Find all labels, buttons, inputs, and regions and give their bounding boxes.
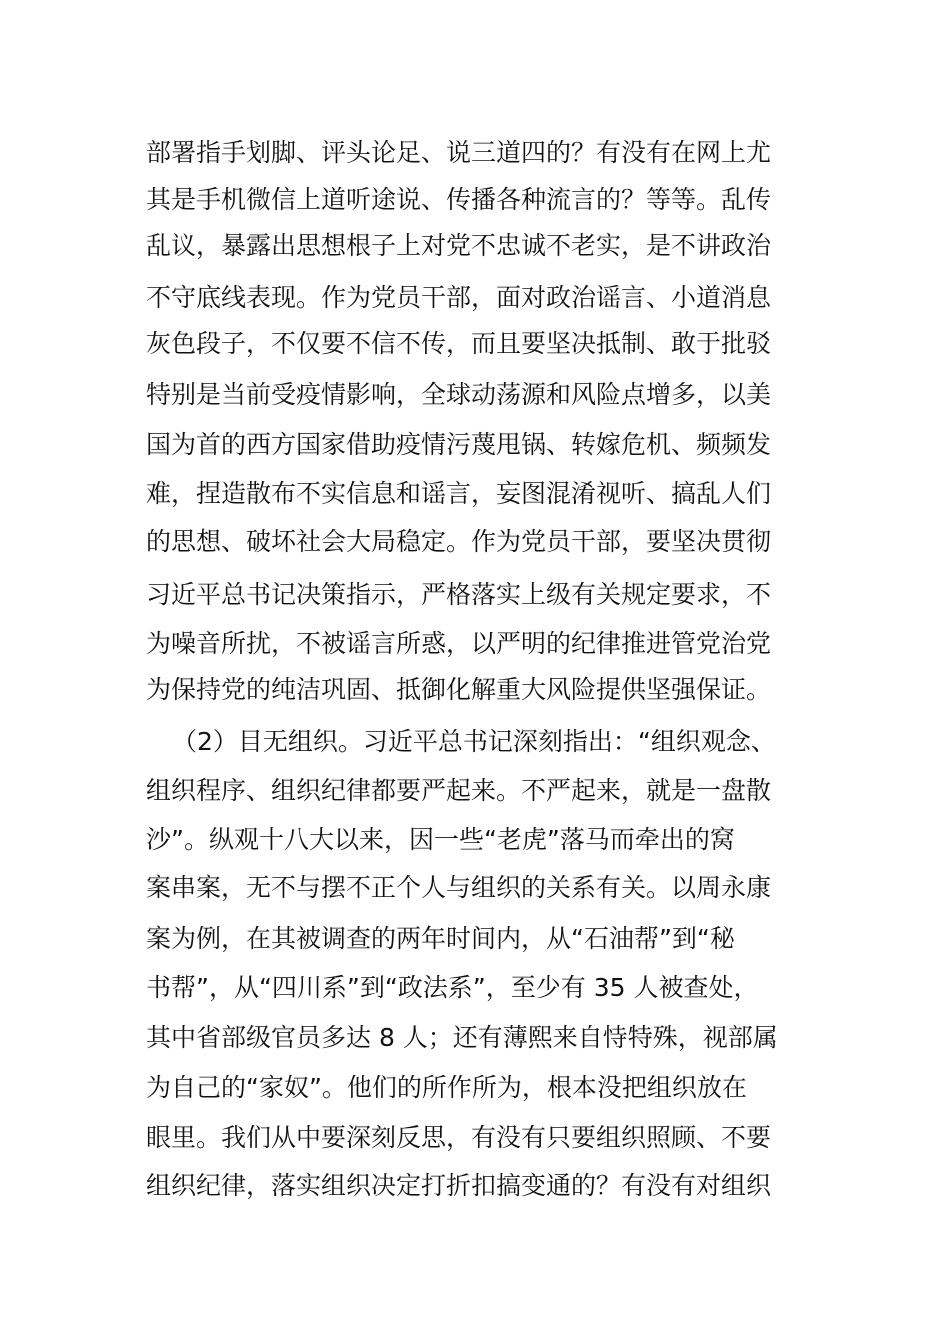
- text-line: 组织纪律，落实组织决定打折扣搞变通的？有没有对组织: [146, 1171, 772, 1200]
- text-line: 特别是当前受疫情影响，全球动荡源和风险点增多，以美: [146, 380, 772, 409]
- text-line: 案为例，在其被调查的两年时间内，从“石油帮”到“秘: [146, 924, 735, 953]
- text-line: 的思想、破坏社会大局稳定。作为党员干部，要坚决贯彻: [146, 527, 772, 556]
- text-line: 为保持党的纯洁巩固、抵御化解重大风险提供坚强保证。: [146, 675, 772, 704]
- text-line: 部署指手划脚、评头论足、说三道四的？有没有在网上尤: [146, 138, 772, 167]
- text-line: 为噪音所扰，不被谣言所惑，以严明的纪律推进管党治党: [146, 629, 772, 658]
- text-line-indented: （2）目无组织。习近平总书记深刻指出：“组织观念、: [172, 727, 776, 756]
- text-line: 沙”。纵观十八大以来，因一些“老虎”落马而牵出的窝: [146, 825, 735, 854]
- text-line: 书帮”，从“四川系”到“政法系”，至少有 35 人被查处，: [146, 973, 759, 1002]
- text-line: 其是手机微信上道听途说、传播各种流言的？等等。乱传: [146, 185, 772, 214]
- text-line: 难，捏造散布不实信息和谣言，妄图混淆视听、搞乱人们: [146, 479, 772, 508]
- text-line: 习近平总书记决策指示，严格落实上级有关规定要求，不: [146, 580, 772, 609]
- text-line: 案串案，无不与摆不正个人与组织的关系有关。以周永康: [146, 873, 772, 902]
- text-line: 乱议，暴露出思想根子上对党不忠诚不老实，是不讲政治: [146, 231, 772, 260]
- text-line: 其中省部级官员多达 8 人；还有薄熙来自恃特殊，视部属: [146, 1023, 778, 1052]
- text-line: 为自己的“家奴”。他们的所作所为，根本没把组织放在: [146, 1073, 747, 1102]
- text-line: 灰色段子，不仅要不信不传，而且要坚决抵制、敢于批驳: [146, 329, 772, 358]
- text-line: 眼里。我们从中要深刻反思，有没有只要组织照顾、不要: [146, 1123, 772, 1152]
- text-line: 国为首的西方国家借助疫情污蔑甩锅、转嫁危机、频频发: [146, 430, 772, 459]
- text-line: 不守底线表现。作为党员干部，面对政治谣言、小道消息: [146, 283, 772, 312]
- text-line: 组织程序、组织纪律都要严起来。不严起来，就是一盘散: [146, 776, 772, 805]
